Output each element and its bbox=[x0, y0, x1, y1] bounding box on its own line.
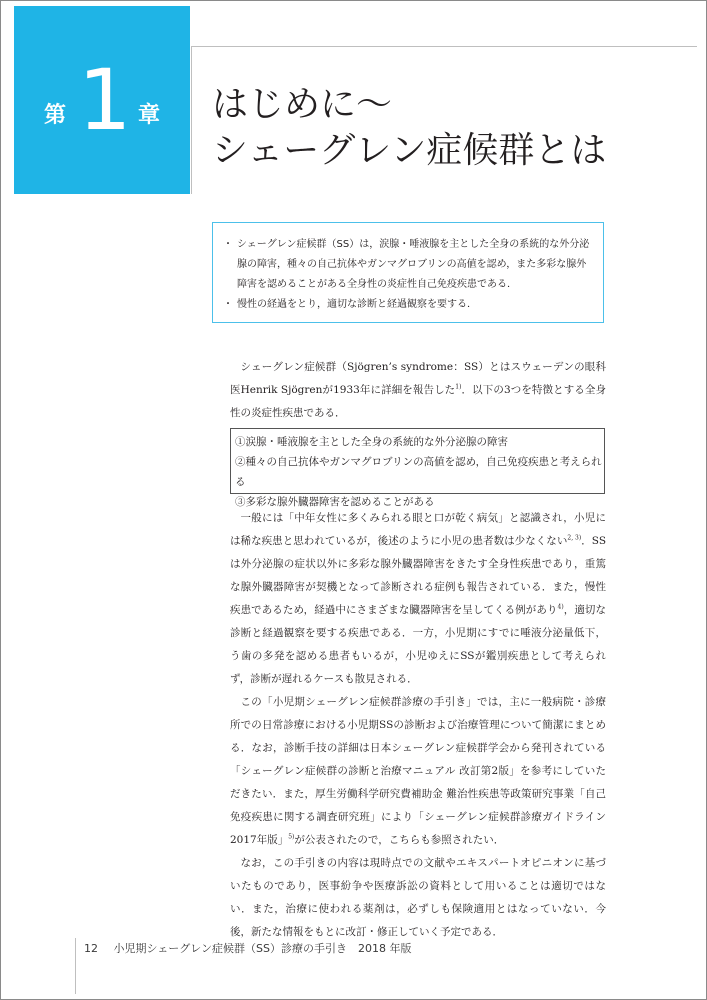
feature-item: ①涙腺・唾液腺を主とした全身の系統的な外分泌腺の障害 bbox=[235, 436, 508, 448]
chapter-title bbox=[212, 82, 606, 174]
citation: 4) bbox=[557, 603, 564, 611]
paragraph-text: が公表されたので，こちらも参照されたい． bbox=[294, 834, 505, 846]
paragraph-text: この「小児期シェーグレン症候群診療の手引き」では，主に一般病院・診療所での日常診療における小児期SSの診断および治療管理について簡潔にまとめる．なお，診断手技の詳細は日本シェーグレン症候群学会から発刊されている「シェーグレン症候群の診断と治療マニュアル 改訂第2版」を参考にしていただきたい．また，厚生労働科学研究費補助金 難治性疾患等政策研究事業「自己免疫疾患に関する調査研究班」により「シェーグレン症候群診療ガイドライン2017年版」 bbox=[230, 696, 606, 846]
summary-box bbox=[212, 222, 604, 323]
intro-paragraph bbox=[230, 356, 606, 425]
intro-text: ．以下の3つを特徴とする全身性の炎症性疾患である． bbox=[230, 384, 606, 419]
title-divider bbox=[191, 46, 192, 194]
summary-item: ・ 慢性の経過をとり，適切な診断と経過観察を要する． bbox=[227, 295, 593, 315]
paragraph bbox=[230, 691, 606, 852]
chapter-suffix: 章 bbox=[138, 103, 161, 128]
feature-item: ③多彩な腺外臓器障害を認めることがある bbox=[235, 496, 435, 508]
title-line-2: シェーグレン症候群とは bbox=[212, 130, 607, 171]
summary-item: ・ シェーグレン症候群（SS）は，涙腺・唾液腺を主とした全身の系統的な外分泌腺の障害，種々の自己抗体やガンマグロブリンの高値を認め，また多彩な腺外障害を認めることがある全身性の炎症性自己免疫疾患である． bbox=[227, 235, 593, 295]
paragraph bbox=[230, 507, 606, 691]
header-rule bbox=[191, 46, 697, 47]
features-box bbox=[230, 428, 605, 508]
paragraph-text: なお，この手引きの内容は現時点での文献やエキスパートオピニオンに基づいたものであり，医事紛争や医療訴訟の資料として用いることは適切ではない．また，治療に使われる薬剤は，必ずしも保険適用とはなっていない．今後，新たな情報をもとに改訂・修正していく予定である． bbox=[230, 857, 606, 938]
chapter-prefix: 第 bbox=[44, 103, 67, 128]
chapter-number: 1 bbox=[78, 51, 132, 149]
paragraph-text: ，適切な診断と経過観察を要する疾患である．一方，小児期にすでに唾液分泌量低下，う歯の多発を認める患者もいるが，小児ゆえにSSが鑑別疾患として考えられず，診断が遅れるケースも散見される． bbox=[230, 604, 606, 685]
running-footer bbox=[84, 940, 411, 956]
intro-text: シェーグレン症候群（Sjögren’s syndrome：SS）とはスウェーデンの眼科医Henrik Sjögrenが1933年に詳細を報告した bbox=[230, 361, 606, 396]
footer-rule bbox=[75, 938, 76, 994]
feature-item: ②種々の自己抗体やガンマグロブリンの高値を認め，自己免疫疾患と考えられる bbox=[235, 456, 602, 488]
paragraph-text: ．SSは外分泌腺の症状以外に多彩な腺外臓器障害をきたす全身性疾患であり，重篤な腺外臓器障害が契機となって診断される症例も報告されている．また，慢性疾患であるため，経過中にさまざまな臓器障害を呈してくる例があり bbox=[230, 535, 607, 616]
citation: 5) bbox=[288, 833, 295, 841]
body-text bbox=[230, 507, 606, 944]
paragraph-text: 一般には「中年女性に多くみられる眼と口が乾く病気」と認識され，小児には稀な疾患と思われているが，後述のように小児の患者数は少なくない bbox=[230, 512, 606, 547]
title-line-1: はじめに～ bbox=[212, 84, 393, 125]
running-title: 小児期シェーグレン症候群（SS）診療の手引き 2018 年版 bbox=[113, 942, 412, 955]
citation: 2, 3) bbox=[567, 534, 582, 542]
chapter-badge bbox=[14, 6, 190, 194]
page-number: 12 bbox=[84, 942, 98, 955]
paragraph bbox=[230, 852, 606, 944]
citation: 1) bbox=[455, 383, 462, 391]
